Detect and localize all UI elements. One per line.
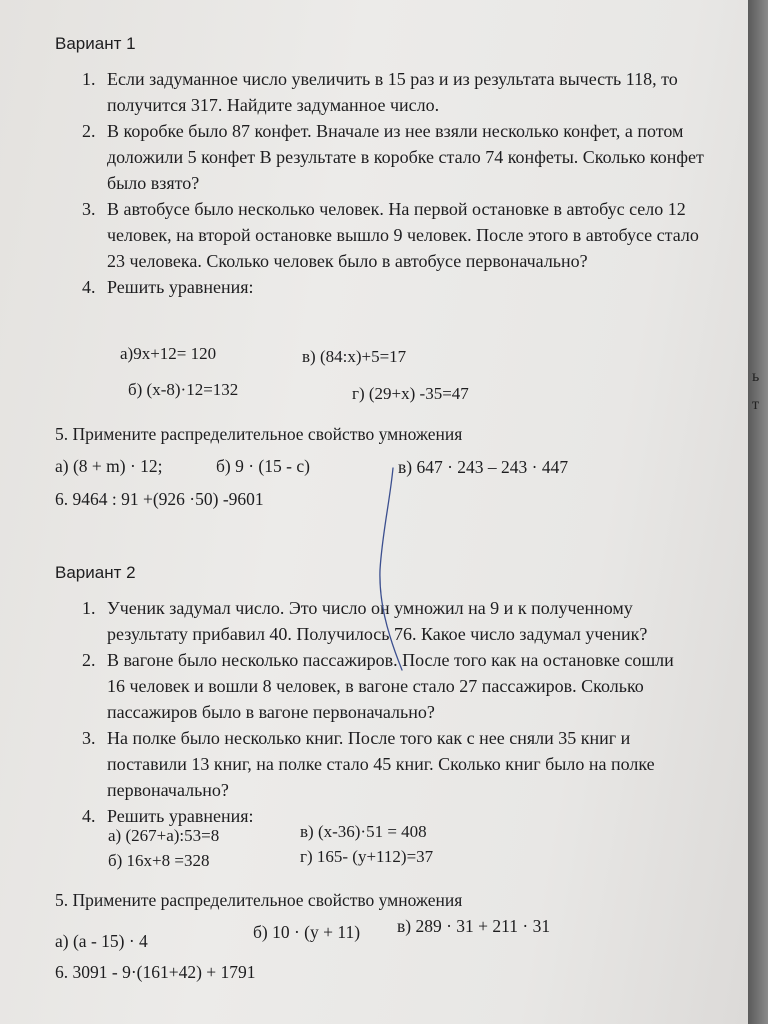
variant1-task-list	[82, 66, 707, 300]
variant1-task5-a: а) (8 + m) · 12;	[55, 456, 163, 476]
variant1-task-6: 6. 9464 : 91 +(926 ·50) -9601	[55, 489, 264, 509]
variant2-task-6: 6. 3091 - 9·(161+42) + 1791	[55, 962, 256, 982]
task-text: В коробке было 87 конфет. Вначале из нее взяли несколько конфет, а потом доложили 5 конфет В результате в коробке стало 74 конфеты. Сколько конфет было взято?	[107, 121, 704, 193]
variant2-equation-v: в) (х-36)·51 = 408	[300, 822, 427, 841]
variant1-equation-b: б) (х-8)·12=132	[128, 380, 239, 399]
task-number: 2.	[82, 121, 96, 141]
task-text: На полке было несколько книг. После того как с нее сняли 35 книг и поставили 13 книг, на полке стало 45 книг. Сколько книг было на полке первоначально?	[107, 728, 655, 800]
variant2-task-1	[82, 595, 692, 647]
task-text: Если задуманное число увеличить в 15 раз и из результата вычесть 118, то получится 317. Найдите задуманное число.	[107, 69, 678, 115]
variant2-equation-b: б) 16х+8 =328	[108, 851, 210, 870]
task-number: 1.	[82, 69, 96, 89]
variant2-equation-a: а) (267+а):53=8	[108, 826, 220, 845]
task-text: В автобусе было несколько человек. На первой остановке в автобус село 12 человек, на второй остановке вышло 9 человек. После этого в автобусе стало 23 человека. Сколько человек было в автобусе первоначально?	[107, 199, 699, 271]
variant2-task-5: 5. Примените распределительное свойство умножения	[55, 890, 463, 910]
task-text: Ученик задумал число. Это число он умножил на 9 и к полученному результату прибавил 40. Получилось 76. Какое число задумал ученик?	[107, 598, 648, 644]
task-number: 2.	[82, 650, 96, 670]
task-number: 1.	[82, 598, 96, 618]
variant2-equation-g: г) 165- (у+112)=37	[300, 847, 434, 866]
task-number: 4.	[82, 806, 96, 826]
variant1-task-5: 5. Примените распределительное свойство умножения	[55, 424, 463, 444]
variant1-task-3	[82, 196, 707, 274]
task-number: 3.	[82, 199, 96, 219]
variant1-equation-a: а)9х+12= 120	[120, 344, 217, 363]
edge-mark: т	[752, 396, 759, 413]
variant2-task5-b: б) 10 · (y + 11)	[253, 922, 361, 942]
variant1-task-1	[82, 66, 707, 118]
variant2-task-2	[82, 647, 692, 725]
variant1-task5-b: б) 9 · (15 - c)	[216, 456, 310, 476]
edge-mark: ь	[752, 368, 760, 385]
task-text: Решить уравнения:	[107, 806, 254, 826]
variant2-task-3	[82, 725, 692, 803]
background-edge	[748, 0, 768, 1024]
variant2-task5-v: в) 289 · 31 + 211 · 31	[397, 916, 551, 936]
variant2-task-list	[82, 595, 692, 829]
variant1-task5-v: в) 647 · 243 – 243 · 447	[398, 457, 569, 477]
variant2-title: Вариант 2	[55, 563, 136, 582]
task-number: 3.	[82, 728, 96, 748]
task-text: Решить уравнения:	[107, 277, 254, 297]
variant1-equation-v: в) (84:х)+5=17	[302, 347, 407, 366]
variant2-task5-a: а) (a - 15) · 4	[55, 931, 148, 951]
task-text: В вагоне было несколько пассажиров. После того как на остановке сошли 16 человек и вошли 8 человек, в вагоне стало 27 пассажиров. Сколько пассажиров было в вагоне первоначально?	[107, 650, 674, 722]
variant1-title: Вариант 1	[55, 34, 136, 53]
variant1-task-2	[82, 118, 707, 196]
task-number: 4.	[82, 277, 96, 297]
variant1-task-4	[82, 274, 707, 300]
variant1-equation-g: г) (29+х) -35=47	[352, 384, 469, 403]
